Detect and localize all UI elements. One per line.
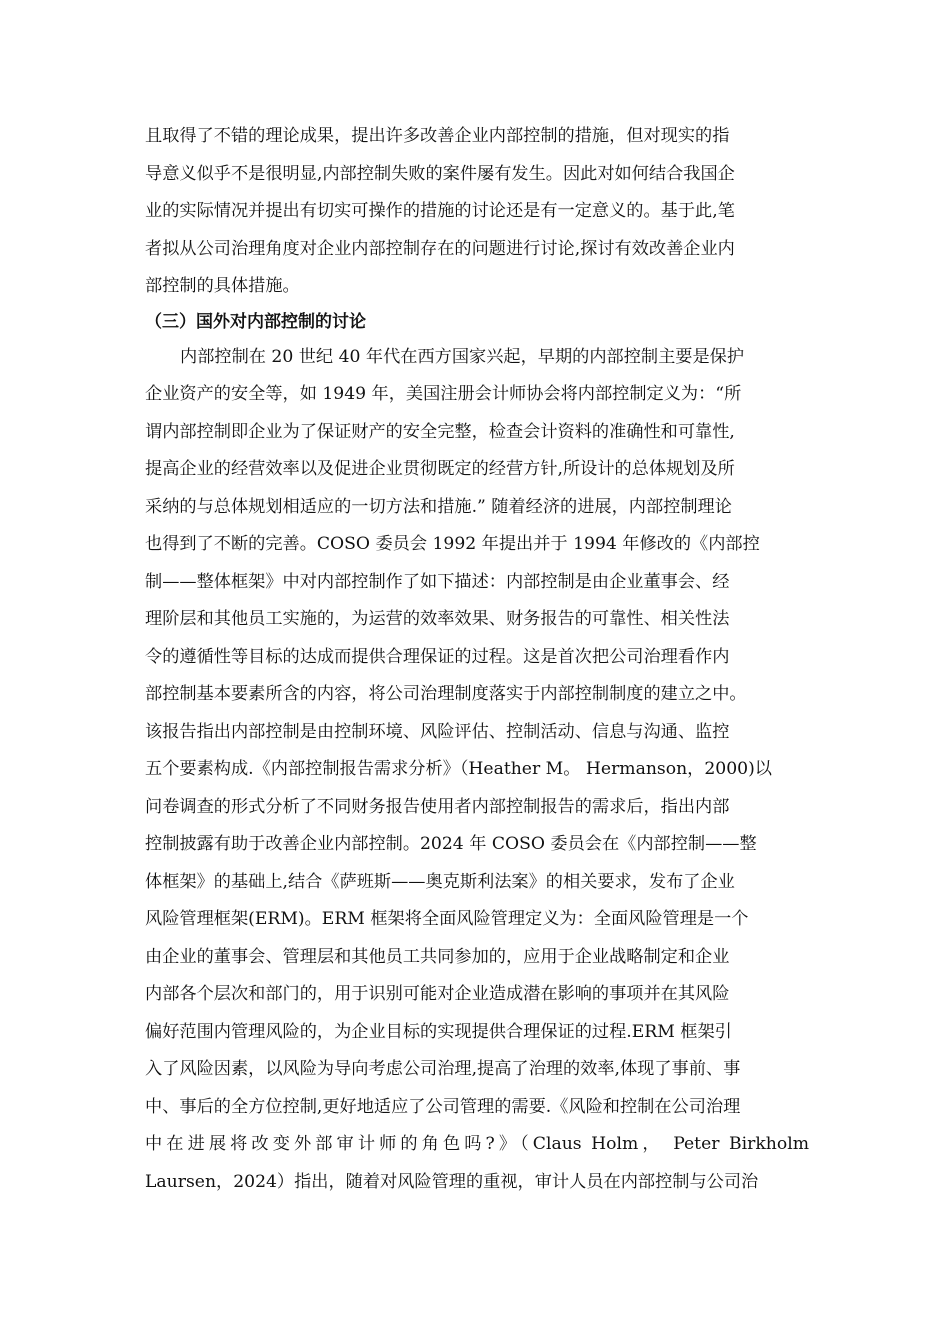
text-line: 部控制基本要素所含的内容，将公司治理制度落实于内部控制制度的建立之中。	[145, 684, 747, 704]
text-line: 内部各个层次和部门的，用于识别可能对企业造成潜在影响的事项并在其风险	[145, 984, 730, 1004]
text-line: 问卷调查的形式分析了不同财务报告使用者内部控制报告的需求后，指出内部	[145, 796, 730, 817]
text-line: 偏好范围内管理风险的，为企业目标的实现提供合理保证的过程.ERM 框架引	[145, 1021, 732, 1042]
text-line: 且取得了不错的理论成果，提出许多改善企业内部控制的措施，但对现实的指	[145, 126, 730, 146]
text-line: 中在进展将改变外部审计师的角色吗?》（Claus Holm， Peter Birkholm	[145, 1134, 809, 1154]
text-line: 采纳的与总体规划相适应的一切方法和措施.” 随着经济的进展，内部控制理论	[145, 496, 732, 517]
text-line: 控制披露有助于改善企业内部控制。2024 年 COSO 委员会在《内部控制——整	[145, 834, 757, 854]
text-line: 制——整体框架》中对内部控制作了如下描述：内部控制是由企业董事会、经	[145, 571, 730, 592]
text-line: 也得到了不断的完善。COSO 委员会 1992 年提出并于 1994 年修改的《内部控	[145, 534, 760, 554]
text-line: 谓内部控制即企业为了保证财产的安全完整，检查会计资料的准确性和可靠性,	[145, 421, 735, 442]
text-line: 令的遵循性等目标的达成而提供合理保证的过程。这是首次把公司治理看作内	[145, 646, 730, 667]
text-line: 业的实际情况并提出有切实可操作的措施的讨论还是有一定意义的。基于此,笔	[145, 201, 735, 221]
text-line: 导意义似乎不是很明显,内部控制失败的案件屡有发生。因此对如何结合我国企	[145, 163, 735, 184]
text-line: 提高企业的经营效率以及促进企业贯彻既定的经营方针,所设计的总体规划及所	[145, 459, 735, 479]
section-heading: （三）国外对内部控制的讨论	[145, 311, 366, 332]
text-line: 体框架》的基础上,结合《萨班斯——奥克斯利法案》的相关要求，发布了企业	[145, 871, 735, 892]
text-line: 部控制的具体措施。	[145, 276, 300, 296]
text-line: 风险管理框架(ERM)。ERM 框架将全面风险管理定义为：全面风险管理是一个	[145, 909, 749, 929]
text-line: 五个要素构成.《内部控制报告需求分析》（Heather M。 Hermanson，2000)以	[145, 759, 772, 779]
text-line: 企业资产的安全等，如 1949 年，美国注册会计师协会将内部控制定义为：“所	[145, 384, 742, 404]
text-line: 理阶层和其他员工实施的，为运营的效率效果、财务报告的可靠性、相关性法	[145, 609, 730, 629]
text-line: 入了风险因素，以风险为导向考虑公司治理,提高了治理的效率,体现了事前、事	[145, 1059, 741, 1079]
text-line: 内部控制在 20 世纪 40 年代在西方国家兴起，早期的内部控制主要是保护	[180, 346, 745, 367]
text-line: 由企业的董事会、管理层和其他员工共同参加的，应用于企业战略制定和企业	[145, 946, 730, 967]
text-line: Laursen，2024）指出，随着对风险管理的重视，审计人员在内部控制与公司治	[145, 1171, 759, 1192]
document-body	[145, 118, 809, 1201]
text-line: 中、事后的全方位控制,更好地适应了公司管理的需要.《风险和控制在公司治理	[145, 1096, 741, 1117]
text-line: 者拟从公司治理角度对企业内部控制存在的问题进行讨论,探讨有效改善企业内	[145, 238, 735, 259]
text-line: 该报告指出内部控制是由控制环境、风险评估、控制活动、信息与沟通、监控	[145, 721, 730, 742]
